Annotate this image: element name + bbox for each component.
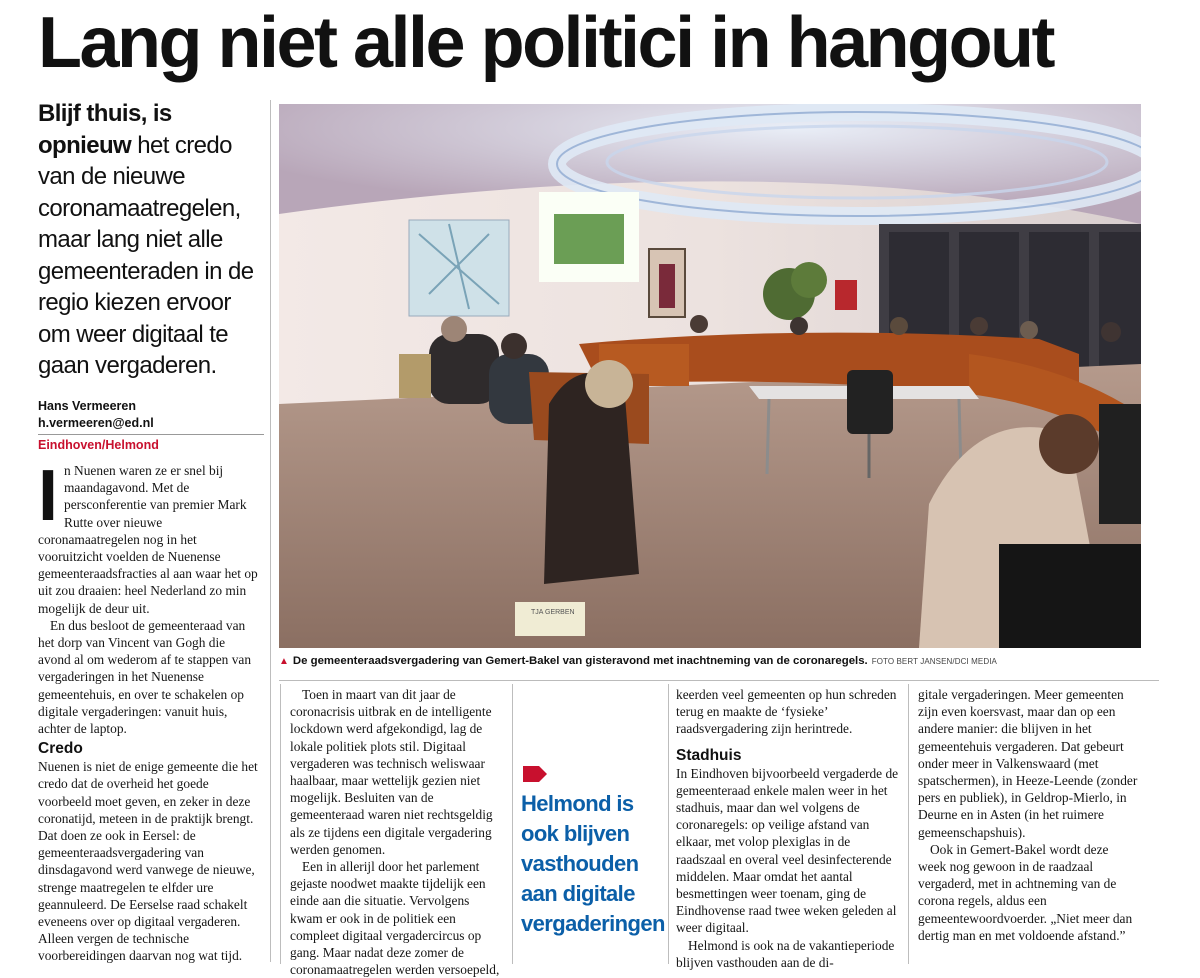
photo-caption	[279, 655, 1159, 667]
paragraph: Ook in Gemert-Bakel wordt deze week nog gewoon in de raadzaal vergaderd, met in achtneming van de corona regels, aldus een gemeentewoordvoerder. „Niet meer dan dertig man en met voldoende afstand.”	[918, 841, 1133, 943]
headline: Lang niet alle politici in hangout	[38, 3, 1054, 83]
column-divider	[512, 684, 513, 964]
paragraph: keerden veel gemeenten op hun schreden terug en maakte de ‘fysieke’ raadsvergadering zijn herintrede.	[676, 687, 897, 737]
photo-credit: FOTO BERT JANSEN/DCI MEDIA	[871, 657, 997, 666]
lead-text: het credo van de nieuwe coronamaatregelen, maar lang niet alle gemeenteraden in de regio kiezen ervoor om weer digitaal te gaan vergaderen.	[38, 131, 254, 379]
paragraph: Helmond is ook na de vakantieperiode blijven vasthouden aan de di-	[676, 937, 895, 970]
paragraph: Nuenen is niet de enige gemeente die het credo dat de overheid het goede voorbeeld moet geven, en zeker in deze coronatijd, meteen in de praktijk brengt. Dat doen ze ook in Eersel: de gemeenteraadsvergadering van dinsdagavond werd vanwege de nieuwe, strenge maatregelen te elfder ure geannuleerd. De Eerselse raad schakelt eveneens over op digitaal vergaderen. Alleen vergen de technische voorbereidingen daarvan nog wat tijd.	[38, 759, 258, 964]
lead-intro	[38, 98, 264, 382]
byline-author: Hans Vermeeren	[38, 399, 136, 413]
column-divider	[668, 684, 669, 964]
quote-flag-icon	[523, 766, 547, 782]
article-column-2	[290, 686, 502, 978]
paragraph: Toen in maart van dit jaar de coronacrisis uitbrak en de intelligente lockdown werd afgekondigd, lag de lokale politiek plots stil. Digitaal vergaderen was technisch weliswaar haalbaar, maar wettelijk gezien niet mogelijk. Besluiten van de gemeenteraad waren niet rechtsgeldig als ze tijdens een digitale vergadering werden genomen.	[290, 687, 493, 857]
byline	[38, 398, 264, 454]
paragraph: In Eindhoven bijvoorbeeld vergaderde de gemeenteraad enkele malen weer in het stadhuis, maar dan wel volgens de coronaregels: op veilige afstand van elkaar, met volop plexiglas in de raadszaal en overal veel desinfecterende middelen. Maar omdat het aantal besmettingen weer toenam, ging de Eindhovense raad twee weken geleden al weer digitaal.	[676, 765, 899, 936]
article-column-1	[38, 456, 260, 965]
column-divider	[280, 684, 281, 964]
paragraph: n Nuenen waren ze er snel bij maandagavond. Met de persconferentie van premier Mark Rutte over nieuwe coronamaatregelen nog in het vooruitzicht voelden de Nuenense gemeenteraadsfracties al aan waar het op uit zou draaien: heel Nederland zo min mogelijk de deur uit.	[38, 463, 258, 616]
column-divider	[908, 684, 909, 964]
sign-text: TJA GERBEN	[531, 609, 575, 616]
article-column-3	[676, 686, 902, 971]
subheading-credo: Credo	[38, 740, 83, 758]
caption-text: De gemeenteraadsvergadering van Gemert-Bakel van gisteravond met inachtneming van de coronaregels.	[292, 655, 868, 667]
article-column-4	[918, 686, 1140, 944]
byline-divider	[38, 434, 264, 435]
byline-email[interactable]: h.vermeeren@ed.nl	[38, 416, 154, 430]
subheading-stadhuis: Stadhuis	[676, 746, 742, 764]
pull-quote: Helmond is ook blijven vasthouden aan digitale vergaderingen	[521, 791, 665, 936]
caption-triangle-icon: ▲	[279, 656, 289, 667]
dropcap: I	[38, 456, 59, 536]
column-divider	[270, 100, 271, 962]
paragraph: En dus besloot de gemeenteraad van het dorp van Vincent van Gogh die avond al om wederom af te stappen van vergaderingen in het Nuenense gemeentehuis, en over te schakelen op digitale vergaderingen: vanuit huis, achter de laptop.	[38, 617, 252, 737]
council-chamber-image	[279, 104, 1141, 648]
paragraph: Een in allerijl door het parlement gejaste noodwet maakte tijdelijk een einde aan die situatie. Vervolgens kwam er ook in de politiek een compleet digitaal vergadercircus op gang. Maar nadat deze zomer de coronamaatregelen werden versoepeld,	[290, 859, 500, 978]
lead-bold: Blijf thuis, is opnieuw	[38, 100, 172, 159]
council-photo	[279, 104, 1141, 648]
paragraph: gitale vergaderingen. Meer gemeenten zijn even koersvast, maar dan op een andere manier: die blijven in het gemeentehuis vergaderen. Dat gebeurt onder meer in Valkenswaard (met spatschermen), in Heeze-Leende (zonder pers en publiek), in Geldrop-Mierlo, in Deurne en in Asten (in het ruimere gemeenschapshuis).	[918, 687, 1138, 840]
photo-divider	[279, 680, 1159, 681]
byline-location: Eindhoven/Helmond	[38, 438, 159, 452]
